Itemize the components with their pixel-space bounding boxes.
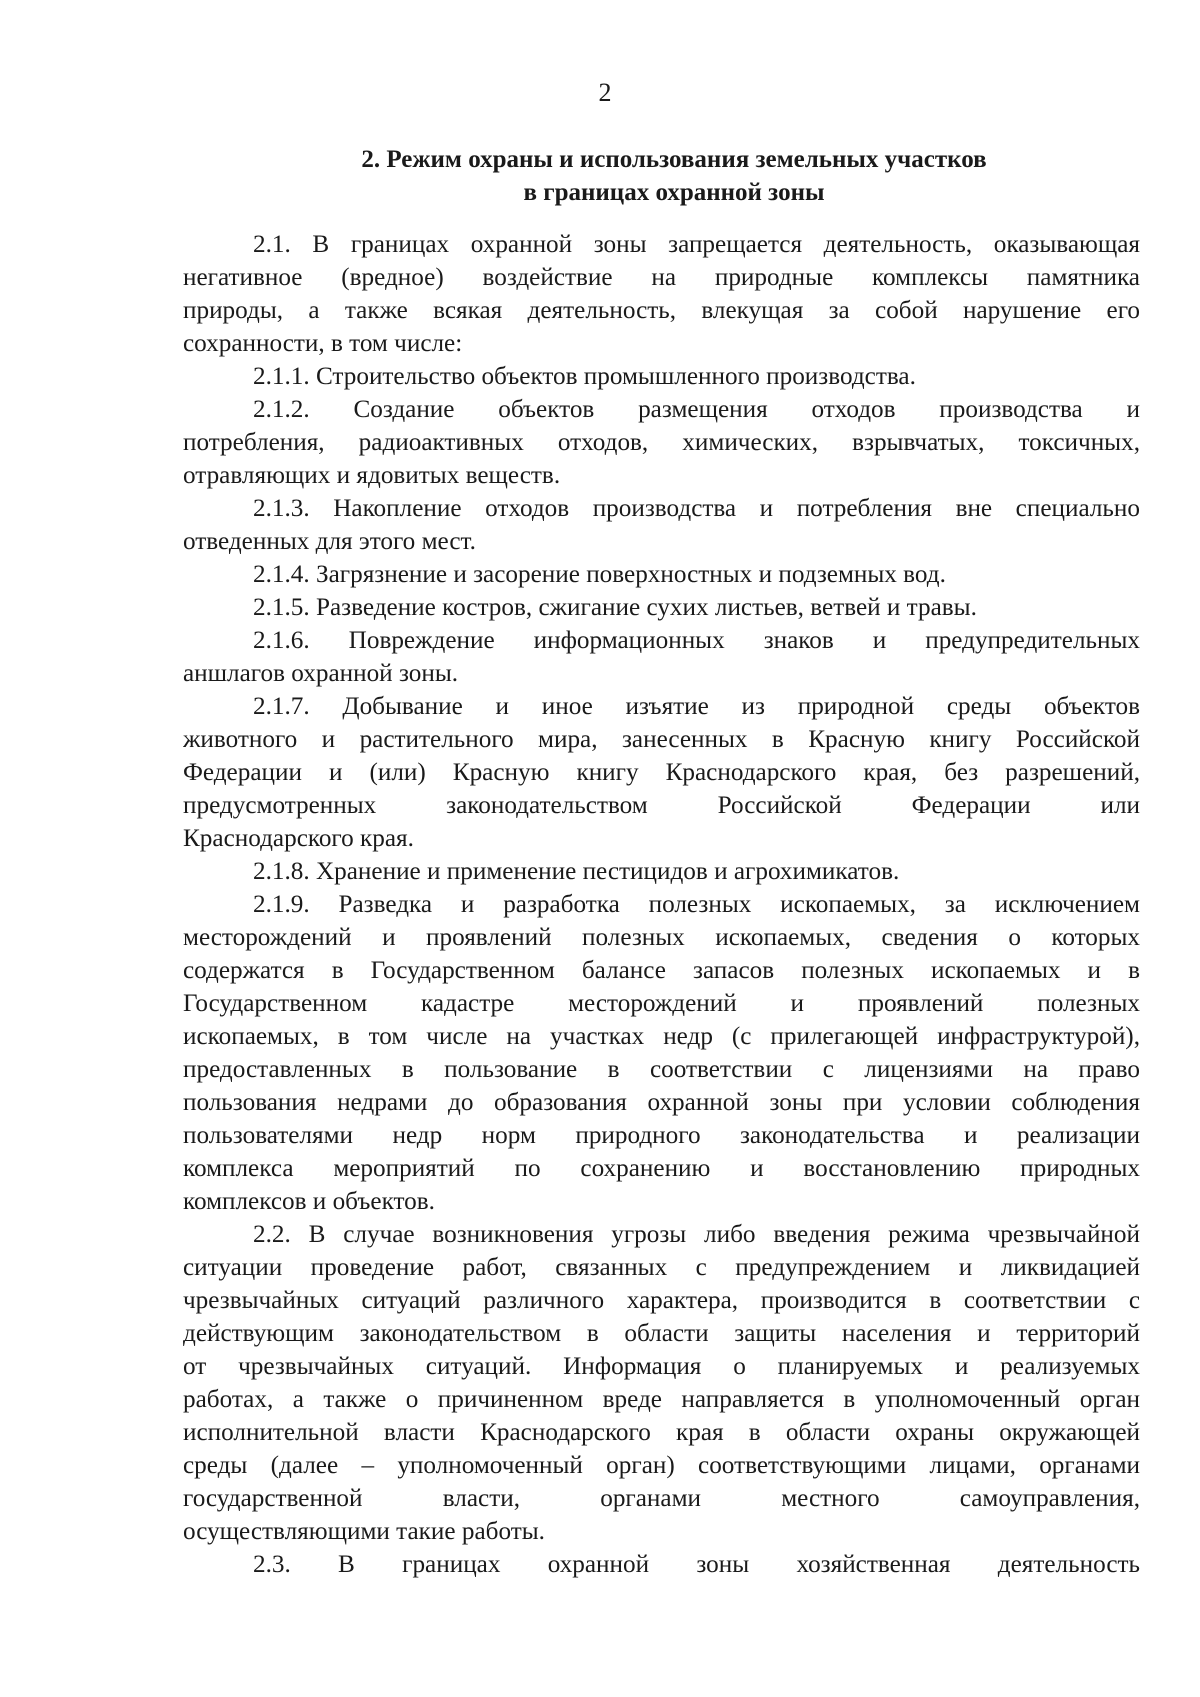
text-line: работах, а также о причиненном вреде направляется в уполномоченный орган [183,1386,1140,1413]
text-line: 2.1.8. Хранение и применение пестицидов и агрохимикатов. [253,858,900,885]
paragraph [183,1218,1140,1548]
text-line: от чрезвычайных ситуаций. Информация о планируемых и реализуемых [183,1353,1140,1380]
text-line: пользователями недр норм природного законодательства и реализации [183,1122,1140,1149]
text-line: ископаемых, в том числе на участках недр (с прилегающей инфраструктурой), [183,1023,1140,1050]
text-line: действующим законодательством в области защиты населения и территорий [183,1320,1140,1347]
text-line: 2.1.1. Строительство объектов промышленного производства. [253,363,916,390]
text-line: Федерации и (или) Красную книгу Краснодарского края, без разрешений, [183,759,1140,786]
text-line: комплексов и объектов. [183,1188,435,1215]
text-line: пользования недрами до образования охранной зоны при условии соблюдения [183,1089,1140,1116]
paragraph [183,228,1140,360]
heading-line: в границах охранной зоны [523,179,825,206]
paragraph [183,690,1140,855]
text-line: природы, а также всякая деятельность, влекущая за собой нарушение его [183,297,1140,324]
text-line: негативное (вредное) воздействие на природные комплексы памятника [183,264,1140,291]
text-line: содержатся в Государственном балансе запасов полезных ископаемых и в [183,957,1140,984]
text-line: 2.1. В границах охранной зоны запрещается деятельность, оказывающая [253,231,1140,258]
heading-line: 2. Режим охраны и использования земельных участков [361,146,987,173]
text-line: 2.1.5. Разведение костров, сжигание сухих листьев, ветвей и травы. [253,594,977,621]
paragraph [183,1548,1140,1581]
paragraph [183,360,1140,393]
text-line: отведенных для этого мест. [183,528,476,555]
text-line: осуществляющими такие работы. [183,1518,545,1545]
text-line: предоставленных в пользование в соответствии с лицензиями на право [183,1056,1140,1083]
text-line: потребления, радиоактивных отходов, химических, взрывчатых, токсичных, [183,429,1140,456]
document-body [183,228,1140,1581]
text-line: предусмотренных законодательством Российской Федерации или [183,792,1140,819]
text-line: комплекса мероприятий по сохранению и восстановлению природных [183,1155,1140,1182]
text-line: 2.1.3. Накопление отходов производства и потребления вне специально [253,495,1140,522]
text-line: 2.2. В случае возникновения угрозы либо введения режима чрезвычайной [253,1221,1140,1248]
text-line: сохранности, в том числе: [183,330,463,357]
paragraph [183,558,1140,591]
text-line: государственной власти, органами местного самоуправления, [183,1485,1140,1512]
paragraph [183,855,1140,888]
text-line: ситуации проведение работ, связанных с предупреждением и ликвидацией [183,1254,1140,1281]
text-line: 2.1.4. Загрязнение и засорение поверхностных и подземных вод. [253,561,946,588]
section-heading [190,143,1158,209]
text-line: 2.1.7. Добывание и иное изъятие из природной среды объектов [253,693,1140,720]
paragraph [183,393,1140,492]
paragraph [183,591,1140,624]
text-line: Государственном кадастре месторождений и проявлений полезных [183,990,1140,1017]
paragraph [183,888,1140,1218]
text-line: 2.3. В границах охранной зоны хозяйственная деятельность [253,1551,1140,1578]
page-number: 2 [598,78,612,107]
text-line: среды (далее – уполномоченный орган) соответствующими лицами, органами [183,1452,1140,1479]
text-line: аншлагов охранной зоны. [183,660,459,687]
text-line: 2.1.6. Повреждение информационных знаков и предупредительных [253,627,1140,654]
paragraph [183,624,1140,690]
text-line: Краснодарского края. [183,825,414,852]
text-line: исполнительной власти Краснодарского края в области охраны окружающей [183,1419,1140,1446]
text-line: чрезвычайных ситуаций различного характера, производится в соответствии с [183,1287,1140,1314]
text-line: 2.1.2. Создание объектов размещения отходов производства и [253,396,1140,423]
text-line: 2.1.9. Разведка и разработка полезных ископаемых, за исключением [253,891,1140,918]
paragraph [183,492,1140,558]
text-line: месторождений и проявлений полезных ископаемых, сведения о которых [183,924,1140,951]
text-line: отравляющих и ядовитых веществ. [183,462,561,489]
text-line: животного и растительного мира, занесенных в Красную книгу Российской [183,726,1140,753]
